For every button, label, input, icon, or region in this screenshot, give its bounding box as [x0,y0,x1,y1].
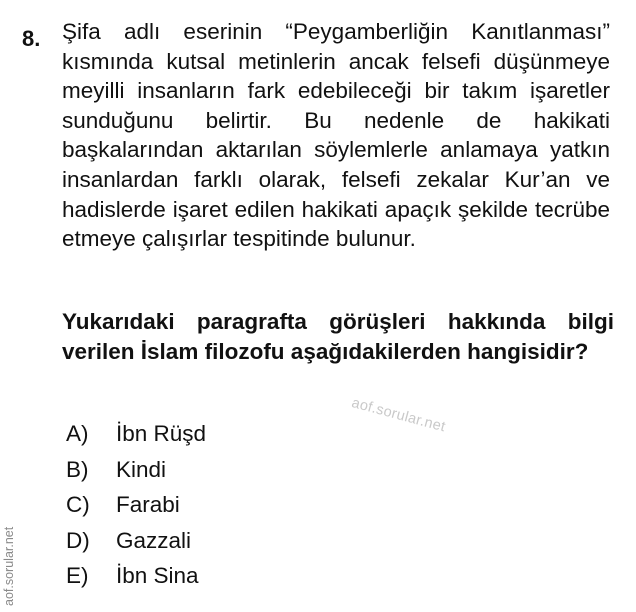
option-letter: E) [66,563,89,589]
option-text: Farabi [116,492,180,518]
question-paragraph: Şifa adlı eserinin “Peygamberliğin Kanıtlanması” kısmında kutsal metinlerin ancak felsefi düşünmeye meyilli insanların fark edebileceği bir takım işaretler sunduğunu belirtir. Bu nedenle de hakikati başkalarından aktarılan söylemlerle anlamaya yatkın insanlardan farklı olarak, felsefi zekalar Kur’an ve hadislerde işaret edilen hakikati apaçık şekilde tecrübe etmeye çalışırlar tespitinde bulunur. [62,19,610,252]
option-text: İbn Rüşd [116,421,207,446]
watermark-side: aof.sorular.net [2,526,16,606]
option-letter: B) [66,456,89,482]
question-prompt: Yukarıdaki paragrafta görüşleri hakkında bilgi verilen İslam filozofu aşağıdakilerden hangisidir? [62,309,614,364]
question-number: 8. [22,26,41,51]
option-a[interactable] [66,419,206,455]
option-text: Kindi [116,456,167,482]
option-b[interactable] [66,455,206,491]
answer-options [66,419,206,597]
option-c[interactable] [66,490,206,526]
option-letter: D) [66,527,90,553]
option-letter: A) [66,421,89,446]
option-text: Gazzali [116,527,192,553]
watermark-center: aof.sorular.net [349,395,448,436]
option-d[interactable] [66,526,206,562]
option-text: İbn Sina [116,563,199,589]
option-e[interactable] [66,561,206,597]
option-letter: C) [66,492,90,518]
